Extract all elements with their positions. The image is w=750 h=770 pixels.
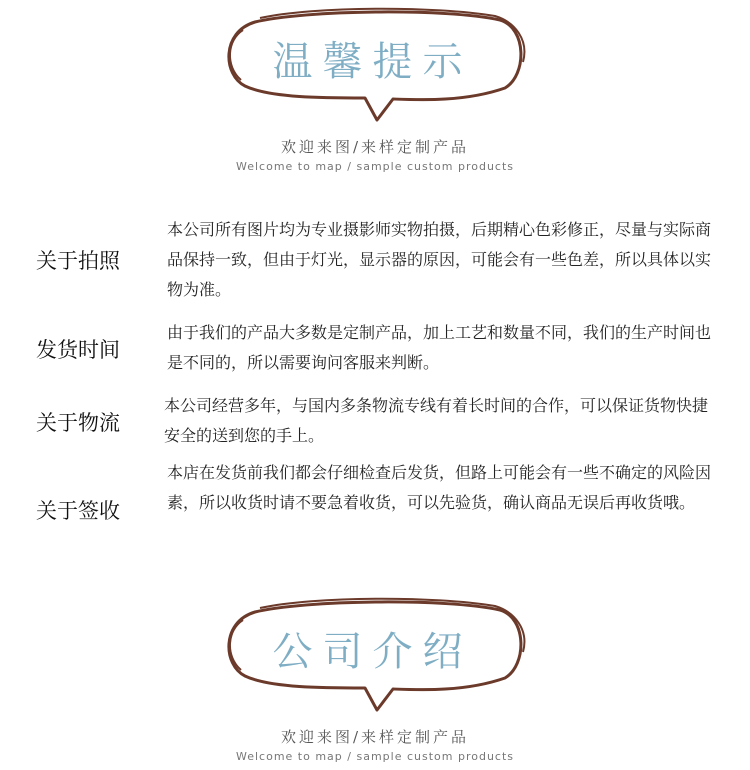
banner-subtitle-en: Welcome to map / sample custom products — [235, 160, 515, 173]
notice-text: 本店在发货前我们都会仔细检查后发货，但路上可能会有一些不确定的风险因素，所以收货时请不要急着收货，可以先验货，确认商品无误后再收货哦。 — [167, 463, 712, 512]
banner-warm-tips — [0, 0, 750, 173]
banner-company-intro — [0, 590, 750, 763]
banner-title: 公司介绍 — [272, 629, 473, 675]
notice-text: 本公司所有图片均为专业摄影师实物拍摄，后期精心色彩修正，尽量与实际商品保持一致，但由于灯光，显示器的原因，可能会有一些色差，所以具体以实物为准。 — [167, 220, 712, 299]
notice-text: 本公司经营多年，与国内多条物流专线有着长时间的合作，可以保证货物快捷安全的送到您的手上。 — [164, 396, 709, 445]
notice-text: 由于我们的产品大多数是定制产品，加上工艺和数量不同，我们的生产时间也是不同的，所以需要询问客服来判断。 — [167, 323, 712, 372]
notice-label: 发货时间 — [36, 338, 120, 362]
banner-subtitle-en: Welcome to map / sample custom products — [235, 750, 515, 763]
banner-title: 温馨提示 — [272, 39, 473, 85]
notice-label: 关于签收 — [36, 499, 120, 523]
banner-subtitle-cn: 欢迎来图/来样定制产品 — [280, 138, 470, 156]
notice-label: 关于物流 — [36, 411, 120, 435]
banner-subtitle-cn: 欢迎来图/来样定制产品 — [280, 728, 470, 746]
notice-label: 关于拍照 — [36, 249, 120, 273]
